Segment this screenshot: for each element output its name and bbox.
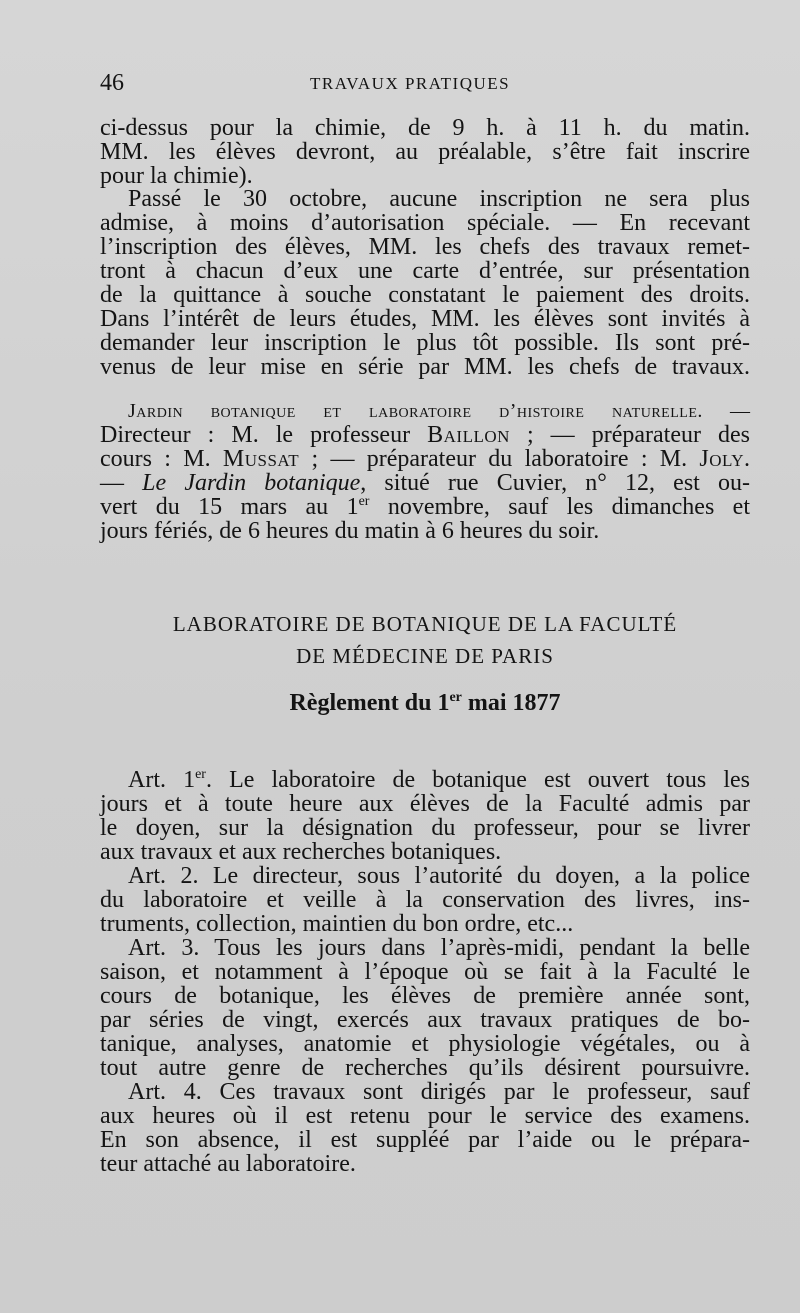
text-line: Art. 3. Tous les jours dans l’après-midi, pendant la belle: [128, 935, 750, 961]
text-line: tanique, analyses, anatomie et physiologie végétales, ou à: [100, 1031, 750, 1057]
page-number: 46: [100, 70, 124, 96]
text-line: admise, à moins d’autorisation spéciale. — En recevant: [100, 210, 750, 236]
text-line: Art. 4. Ces travaux sont dirigés par le professeur, sauf: [128, 1079, 750, 1105]
text-span: —: [100, 470, 143, 496]
text-line: Passé le 30 octobre, aucune inscription ne sera plus: [128, 186, 750, 212]
text-line: jours fériés, de 6 heures du matin à 6 heures du soir.: [100, 518, 600, 544]
text-span: . Le laboratoire de botanique est ouvert tous les: [205, 767, 750, 793]
text-line: Art. 2. Le directeur, sous l’autorité du doyen, a la police: [128, 863, 750, 889]
text-line: du laboratoire et veille à la conservation des livres, ins-: [100, 887, 750, 913]
text-span: ; — préparateur du laboratoire : M.: [299, 446, 700, 472]
text-line: teur attaché au laboratoire.: [100, 1151, 356, 1177]
text-line: aux heures où il est retenu pour le service des examens.: [100, 1103, 750, 1129]
text-span: ; — préparateur des: [509, 422, 750, 448]
text-line: tront à chacun d’eux une carte d’entrée, sur présentation: [100, 258, 750, 284]
text-line: En son absence, il est suppléé par l’aide ou le prépara-: [100, 1127, 750, 1153]
superscript: er: [358, 494, 370, 509]
person-name: Baillon: [427, 422, 510, 448]
text-line: par séries de vingt, exercés aux travaux pratiques de bo-: [100, 1007, 750, 1033]
text-span: Art. 1: [128, 767, 196, 793]
superscript: er: [195, 767, 206, 782]
text-line: demander leur inscription le plus tôt possible. Ils sont pré-: [100, 330, 750, 356]
text-span: vert du 15 mars au 1: [100, 494, 359, 520]
page-header: [100, 70, 750, 102]
person-name: Joly: [699, 446, 744, 472]
text-line: l’inscription des élèves, MM. les chefs des travaux remet-: [100, 234, 750, 260]
section-heading-line-1: LABORATOIRE DE BOTANIQUE DE LA FACULTÉ: [172, 612, 678, 636]
text-line: jours et à toute heure aux élèves de la Faculté admis par: [100, 791, 750, 817]
text-span: mai 1877: [461, 690, 561, 716]
section-heading-line-2: DE MÉDECINE DE PARIS: [296, 644, 554, 668]
text-span: Directeur : M. le professeur: [100, 422, 428, 448]
text-line: de la quittance à souche constatant le paiement des droits.: [100, 282, 750, 308]
reglement-title: [100, 690, 750, 717]
text-span: novembre, sauf les dimanches et: [369, 494, 750, 520]
text-line: cours de botanique, les élèves de première année sont,: [100, 983, 750, 1009]
jardin-title-dash: —: [702, 400, 751, 422]
text-line: aux travaux et aux recherches botaniques.: [100, 839, 502, 865]
jardin-title: Jardin botanique et laboratoire d’histoire naturelle.: [128, 400, 703, 422]
person-name: Mussat: [222, 446, 300, 472]
text-line: le doyen, sur la désignation du professeur, pour se livrer: [100, 815, 750, 841]
text-line: saison, et notamment à l’époque où se fait à la Faculté le: [100, 959, 750, 985]
text-line: ci-dessus pour la chimie, de 9 h. à 11 h. du matin.: [100, 115, 750, 141]
text-line: pour la chimie).: [100, 163, 253, 189]
text-span: cours : M.: [100, 446, 223, 472]
running-head: TRAVAUX PRATIQUES: [310, 74, 511, 93]
text-line: truments, collection, maintien du bon ordre, etc...: [100, 911, 574, 937]
text-span: , situé rue Cuvier, n° 12, est ou-: [360, 470, 750, 496]
text-span: Règlement du 1: [289, 690, 450, 716]
text-line: MM. les élèves devront, au préalable, s’être fait inscrire: [100, 139, 750, 165]
text-line: tout autre genre de recherches qu’ils désirent poursuivre.: [100, 1055, 750, 1081]
text-span: .: [744, 446, 750, 472]
text-line: venus de leur mise en série par MM. les chefs de travaux.: [100, 354, 750, 380]
superscript: er: [449, 690, 462, 705]
italic-text: Le Jardin botanique: [142, 470, 361, 496]
text-line: Dans l’intérêt de leurs études, MM. les élèves sont invités à: [100, 306, 750, 332]
